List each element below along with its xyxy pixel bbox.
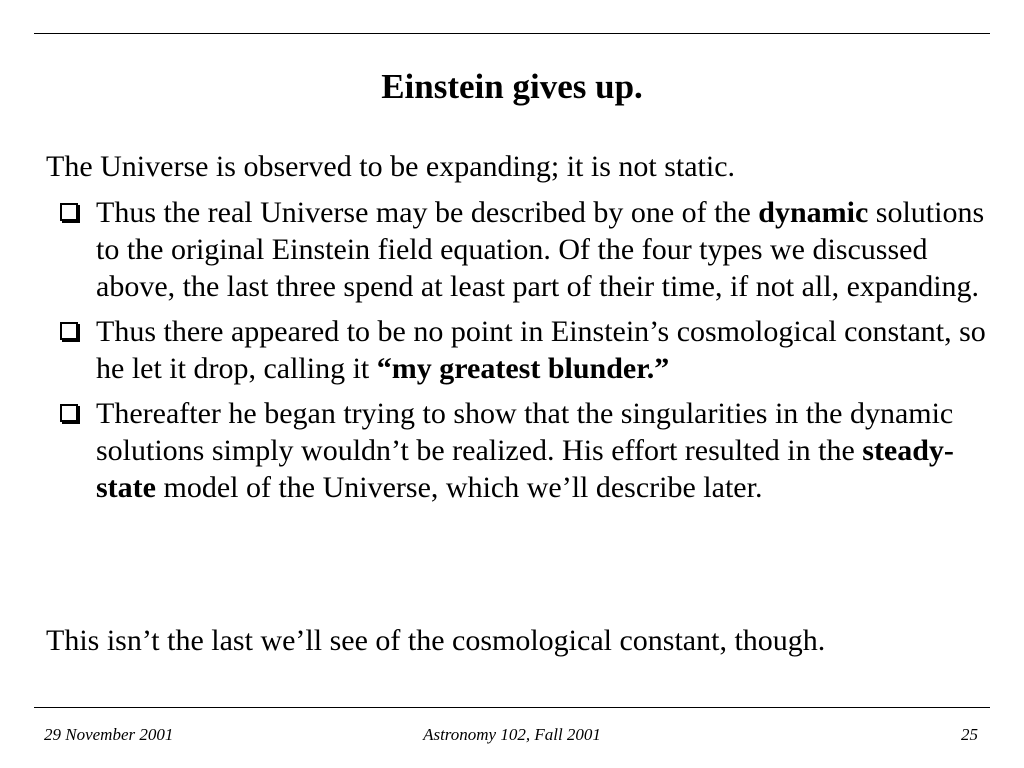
bullet-list: [60, 194, 990, 514]
bullet-item: [60, 194, 990, 305]
closing-paragraph: This isn’t the last we’ll see of the cosmological constant, though.: [46, 624, 826, 657]
bullet-bold-text: dynamic: [758, 196, 869, 229]
footer-course: Astronomy 102, Fall 2001: [423, 725, 601, 744]
slide-title: Einstein gives up.: [381, 67, 643, 106]
bullet-bold-text: “my greatest blunder.”: [376, 352, 670, 385]
intro-paragraph: The Universe is observed to be expanding; it is not static.: [46, 150, 736, 183]
checkbox-icon: [60, 203, 78, 221]
bullet-item: [60, 313, 990, 387]
bullet-bold-text: steady-state: [96, 434, 954, 504]
page-number: 25: [961, 725, 978, 744]
checkbox-icon: [60, 322, 78, 340]
bullet-item: [60, 395, 990, 506]
bullet-text: Thereafter he began trying to show that the singularities in the dynamic solutions simply wouldn’t be realized. His effort resulted in the: [96, 397, 954, 467]
footer-date: 29 November 2001: [44, 725, 174, 744]
bottom-rule: [34, 707, 990, 708]
bullet-text: Thus there appeared to be no point in Einstein’s cosmological constant, so he let it drop, calling it: [96, 315, 986, 385]
checkbox-icon: [60, 404, 78, 422]
top-rule: [34, 33, 990, 34]
bullet-text: model of the Universe, which we’ll describe later.: [155, 471, 763, 504]
bullet-text: solutions to the original Einstein field equation. Of the four types we discussed above, the last three spend at least part of their time, if not all, expanding.: [96, 196, 985, 303]
bullet-text: Thus the real Universe may be described by one of the: [96, 196, 759, 229]
